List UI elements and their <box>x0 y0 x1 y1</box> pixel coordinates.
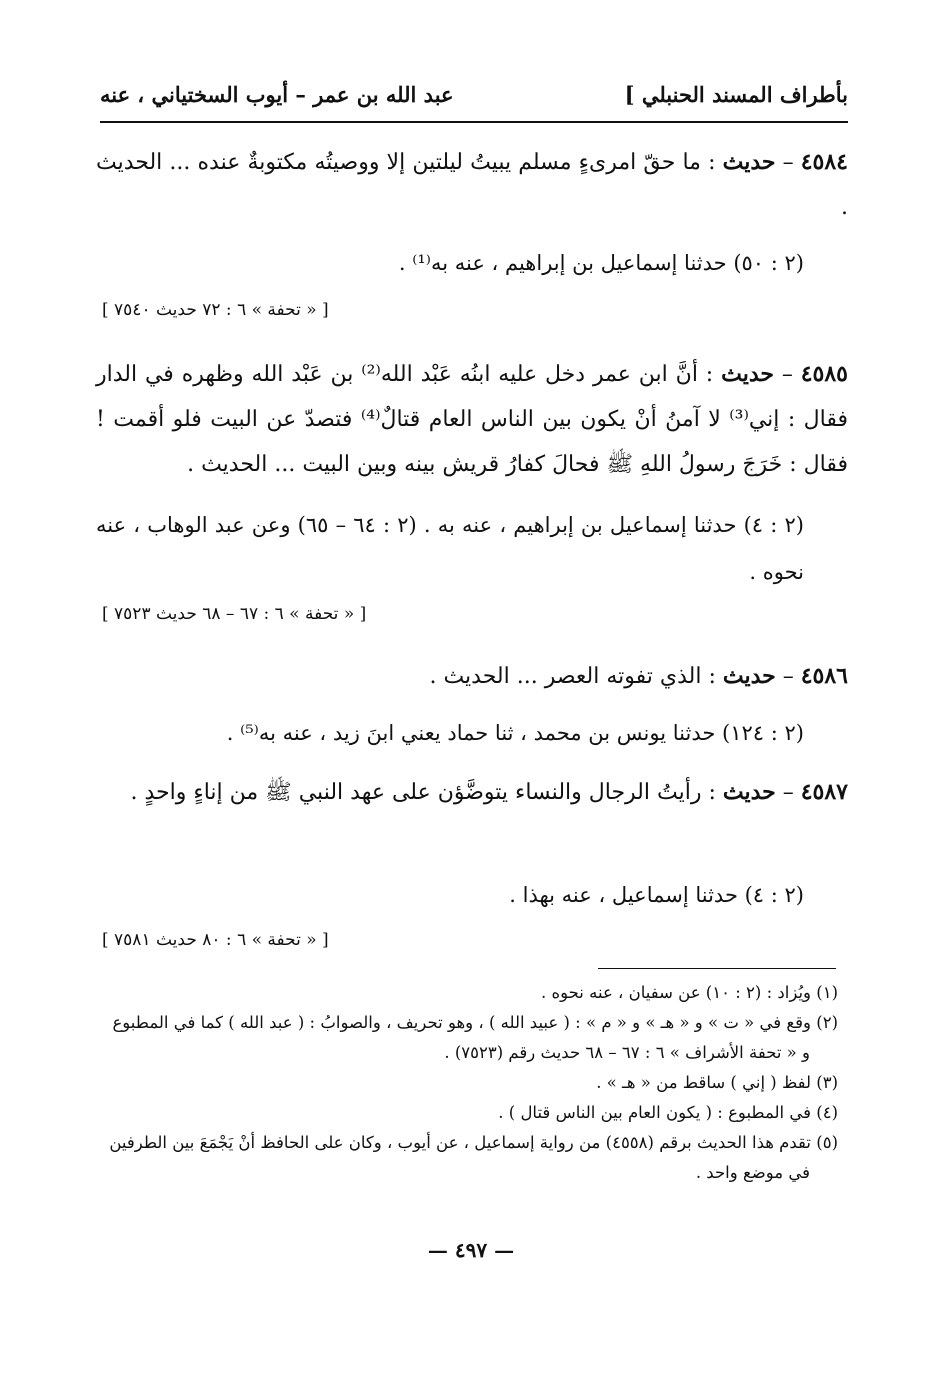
hadith-number: ٤٥٨٥ <box>800 361 848 387</box>
isnad-4584: (٢ : ٥٠) حدثنا إسماعيل بن إبراهيم ، عنه به⁽¹⁾ . <box>398 251 804 275</box>
hadith-entry-4584 <box>96 140 848 230</box>
hadith-number: ٤٥٨٦ <box>800 663 848 689</box>
tuhfa-ref-4584: [ « تحفة » ٦ : ٧٢ حديث ٧٥٤٠ ] <box>102 300 329 320</box>
footnote-2 <box>98 1008 838 1068</box>
footnote-5-continuation: في موضع واحد . <box>695 1163 810 1182</box>
hadith-text: : أنَّ ابن عمر دخل عليه ابنُه عَبْد الله⁽²⁾ بن عَبْد الله وظهره في الدار فقال : إني⁽³⁾ لا آمنُ أنْ يكون بين الناس العام قتالٌ⁽⁴⁾ فتصدّ عن البيت فلو أقمت ! فقال : خَرَجَ رسولُ اللهِ ﷺ فحالَ كفارُ قريش بينه وبين البيت ... الحديث . <box>96 362 848 477</box>
isnad-4585: (٢ : ٤) حدثنا إسماعيل بن إبراهيم ، عنه به . (٢ : ٦٤ – ٦٥) وعن عبد الوهاب ، عنه نحوه . <box>96 513 804 584</box>
header-rule <box>100 121 848 123</box>
footnote-5-line: (٥) تقدم هذا الحديث برقم (٤٥٥٨) من رواية إسماعيل ، عن أيوب ، وكان على الحافظ أنْ يَجْمَعَ بين الطرفين <box>109 1133 838 1152</box>
hadith-keyword: حديث <box>722 149 776 175</box>
header-book-title: بأطراف المسند الحنبلي ] <box>624 82 848 107</box>
hadith-entry-4586 <box>96 654 848 699</box>
isnad-4586: (٢ : ١٢٤) حدثنا يونس بن محمد ، ثنا حماد يعني ابنَ زيد ، عنه به⁽⁵⁾ . <box>226 721 804 745</box>
footnote-3: (٣) لفظ ( إني ) ساقط من « هـ » . <box>596 1073 838 1092</box>
dash: – <box>775 780 801 805</box>
tuhfa-ref-4587: [ « تحفة » ٦ : ٨٠ حديث ٧٥٨١ ] <box>102 930 329 950</box>
footnote-separator <box>598 968 836 969</box>
hadith-keyword: حديث <box>722 779 776 805</box>
hadith-keyword: حديث <box>721 361 774 387</box>
hadith-number: ٤٥٨٧ <box>800 779 848 805</box>
footnote-2-line: (٢) وقع في « ت » و « هـ » و « م » : ( عبيد الله ) ، وهو تحريف ، والصوابُ : ( عبد الله ) كما في المطبوع <box>112 1013 838 1032</box>
footnotes <box>98 978 838 1188</box>
hadith-number: ٤٥٨٤ <box>800 149 848 175</box>
hadith-text: : الذي تفوته العصر ... الحديث . <box>429 664 723 689</box>
dash: – <box>775 664 801 689</box>
footnote-2-continuation: و « تحفة الأشراف » ٦ : ٦٧ – ٦٨ حديث رقم (٧٥٢٣) . <box>444 1043 810 1062</box>
dash: – <box>773 362 801 387</box>
footnote-1: (١) ويُزاد : (٢ : ١٠) عن سفيان ، عنه نحوه . <box>540 983 838 1002</box>
hadith-entry-4587 <box>96 770 848 815</box>
hadith-text: : ما حقّ امرىءٍ مسلم يبيتُ ليلتين إلا ووصيتُه مكتوبةٌ عنده ... الحديث . <box>96 150 848 220</box>
page-number: — ٤٩٧ — <box>427 1238 515 1262</box>
isnad-4587: (٢ : ٤) حدثنا إسماعيل ، عنه بهذا . <box>509 883 804 907</box>
hadith-keyword: حديث <box>722 663 776 689</box>
footnote-4: (٤) في المطبوع : ( يكون العام بين الناس قتال ) . <box>498 1103 838 1122</box>
header-section-title: عبد الله بن عمر – أيوب السختياني ، عنه <box>100 82 454 107</box>
footnote-5 <box>98 1128 838 1188</box>
running-header <box>100 82 848 120</box>
hadith-entry-4585 <box>96 352 848 487</box>
hadith-text: : رأيتُ الرجال والنساء يتوضَّؤن على عهد النبي ﷺ من إناءٍ واحدٍ . <box>130 780 723 805</box>
dash: – <box>775 150 801 175</box>
tuhfa-ref-4585: [ « تحفة » ٦ : ٦٧ – ٦٨ حديث ٧٥٢٣ ] <box>102 604 367 624</box>
